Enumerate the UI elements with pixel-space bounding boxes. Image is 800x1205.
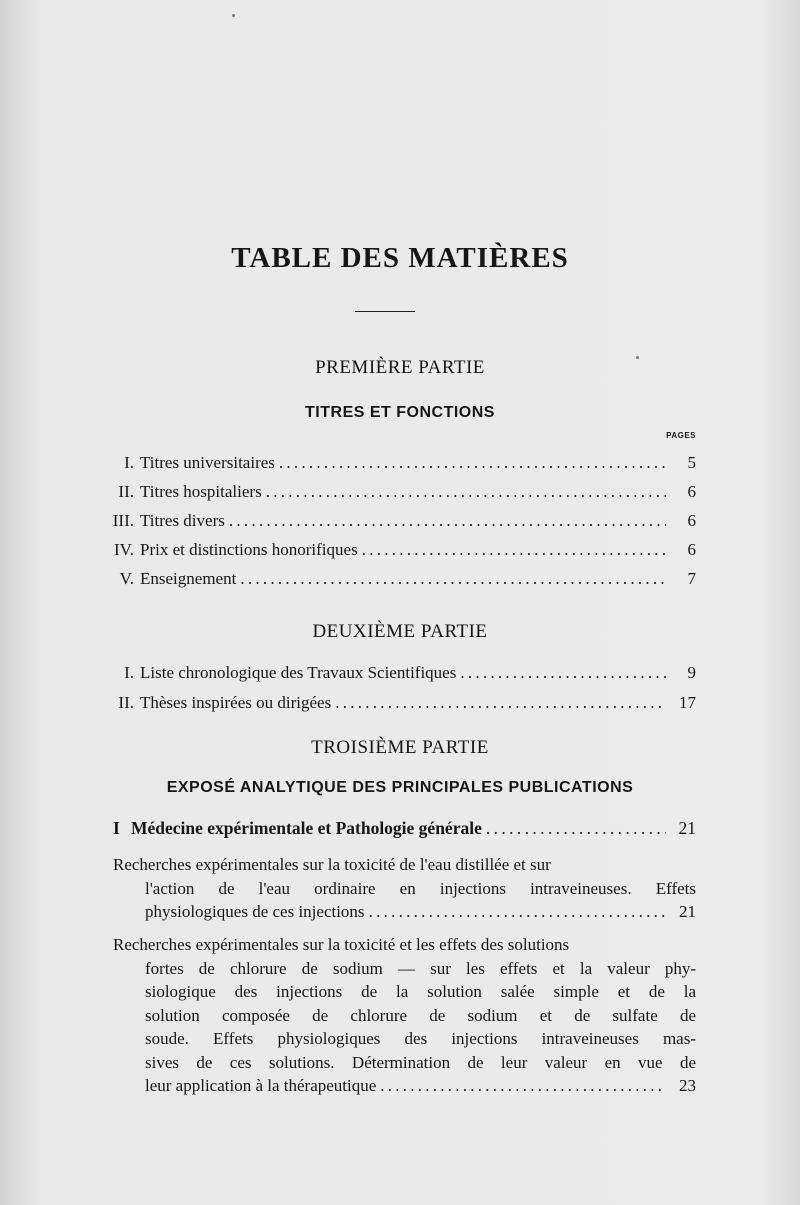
entry-line: siologique des injections de la solution salée simple et de la: [145, 982, 696, 1001]
toc-item-number: I.: [124, 453, 134, 472]
leader-dots: [240, 568, 666, 590]
toc-item-label: Enseignement: [140, 569, 237, 588]
toc-entry: [113, 853, 696, 924]
toc-item-page: 5: [687, 453, 696, 472]
section-page: 21: [678, 818, 696, 838]
section-title: Médecine expérimentale et Pathologie générale: [131, 818, 482, 838]
toc-entry: [113, 933, 696, 1098]
title-rule: [355, 311, 415, 312]
toc-item-label: Liste chronologique des Travaux Scientifiques: [140, 663, 457, 682]
toc-item: [100, 481, 696, 503]
entry-last-text: leur application à la thérapeutique: [145, 1076, 377, 1095]
pages-column-label: PAGES: [666, 431, 696, 440]
toc-item: [100, 692, 696, 714]
toc-item-page: 6: [687, 482, 696, 501]
entry-page: 23: [679, 1076, 696, 1095]
toc-item-number: IV.: [114, 540, 134, 559]
entry-line: sives de ces solutions. Détermination de leur valeur en vue de: [145, 1052, 696, 1072]
toc-item: [100, 452, 696, 474]
part3-subheading: EXPOSÉ ANALYTIQUE DES PRINCIPALES PUBLICATIONS: [166, 779, 634, 796]
toc-item-number: V.: [119, 569, 134, 588]
entry-last-line: [113, 1074, 696, 1098]
toc-item: [100, 662, 696, 684]
section-number: I: [113, 818, 120, 838]
entry-page: 21: [679, 902, 696, 921]
entry-last-text: physiologiques de ces injections: [145, 902, 365, 921]
toc-item-number: I.: [124, 663, 134, 682]
entry-first-line: Recherches expérimentales sur la toxicité de l'eau distillée et sur: [113, 855, 551, 874]
toc-item: [100, 539, 696, 561]
leader-dots: [486, 817, 666, 839]
toc-item-label: Prix et distinctions honorifiques: [140, 540, 358, 559]
leader-dots: [266, 481, 666, 503]
entry-line: solution composée de chlorure de sodium et de sulfate de: [145, 1005, 696, 1025]
part2-heading: DEUXIÈME PARTIE: [312, 621, 488, 642]
entry-first-line: Recherches expérimentales sur la toxicité et les effets des solutions: [113, 935, 570, 954]
part1-heading: PREMIÈRE PARTIE: [315, 357, 485, 378]
entry-last-line: [113, 900, 696, 924]
toc-item-number: II.: [118, 693, 134, 712]
toc-item: [100, 568, 696, 590]
section-heading: [113, 817, 696, 839]
leader-dots: [279, 452, 666, 474]
page-title: TABLE DES MATIÈRES: [231, 242, 569, 274]
leader-dots: [335, 692, 666, 714]
toc-item-page: 6: [687, 511, 696, 530]
toc-item-page: 17: [679, 693, 696, 712]
leader-dots: [380, 1074, 666, 1098]
toc-item-label: Thèses inspirées ou dirigées: [140, 693, 332, 712]
part1-subheading: TITRES ET FONCTIONS: [305, 404, 495, 421]
entry-line: l'action de l'eau ordinaire en injections intraveineuses. Effets: [145, 878, 696, 898]
toc-item-number: II.: [118, 482, 134, 501]
toc-item: [100, 510, 696, 532]
toc-item-page: 9: [687, 663, 696, 682]
part3-heading: TROISIÈME PARTIE: [311, 737, 489, 758]
leader-dots: [362, 539, 666, 561]
leader-dots: [229, 510, 666, 532]
leader-dots: [460, 662, 666, 684]
toc-item-label: Titres divers: [140, 511, 225, 530]
entry-line: fortes de chlorure de sodium — sur les effets et la valeur phy-: [145, 958, 696, 978]
toc-item-label: Titres universitaires: [140, 453, 275, 472]
entry-line: soude. Effets physiologiques des injections intraveineuses mas-: [145, 1029, 696, 1048]
toc-item-page: 7: [687, 569, 696, 588]
paper-speck: [232, 14, 235, 17]
leader-dots: [369, 900, 666, 924]
toc-item-number: III.: [112, 511, 134, 530]
toc-item-page: 6: [687, 540, 696, 559]
toc-item-label: Titres hospitaliers: [140, 482, 262, 501]
